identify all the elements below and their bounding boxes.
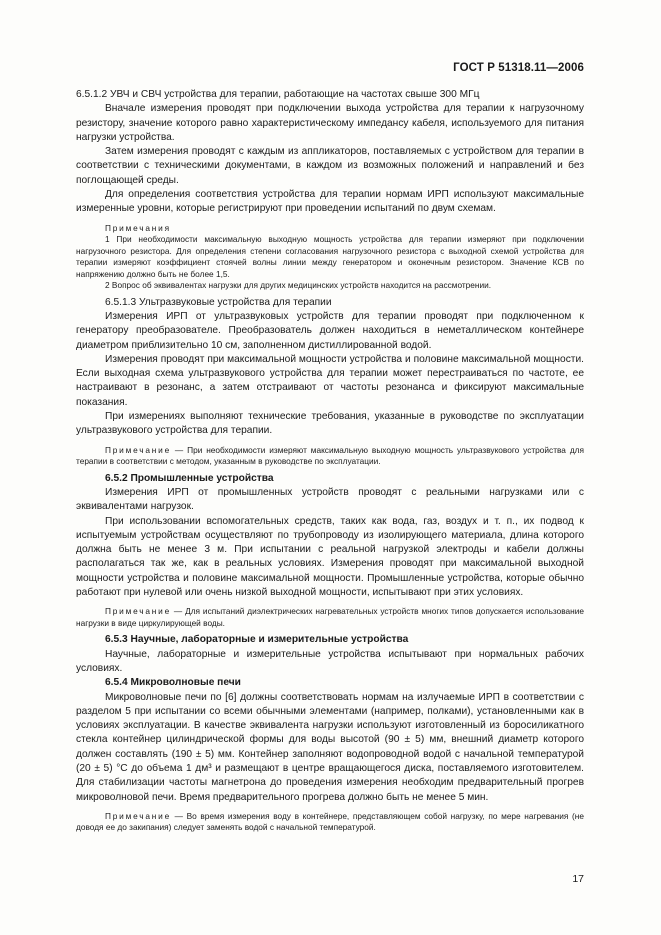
note — [76, 811, 584, 834]
note — [76, 606, 584, 629]
paragraph: Научные, лабораторные и измерительные устройства испытывают при нормальных рабочих условиях. — [76, 648, 584, 674]
note-2: 2 Вопрос об эквивалентах нагрузки для других медицинских устройств находится на рассмотрении. — [105, 280, 492, 291]
note-text: — Во время измерения воду в контейнере, представляющем собой нагрузку, по мере нагревания (не доводя ее до закипания) следует заменять водой с начальной температурой. — [76, 810, 584, 833]
paragraph: Измерения ИРП от ультразвуковых устройств для терапии проводят при подключенном к генератору преобразователе. Преобразователь должен находиться в неметаллическом контейнере диаметром приблизительно 10 см, заполненном дистиллированной водой. — [76, 310, 584, 351]
note-1: 1 При необходимости максимальную выходную мощность устройства для терапии измеряют при подключении нагрузочного резистора. Для определения степени согласования нагрузочного резистора с выходной схемой устройства для терапии измеряют коэффициент стоячей волны линии между генератором и оконечным резистором. Значение КСВ по напряжению должно быть не более 1,5. — [76, 234, 584, 279]
note-text: — Для испытаний диэлектрических нагревательных устройств многих типов допускается использование нагрузки в виде циркулирующей воды. — [76, 606, 584, 628]
notes-heading-text: Примечания — [105, 222, 171, 233]
section-title-6-5-3: 6.5.3 Научные, лабораторные и измерительные устройства — [105, 634, 409, 646]
paragraph: Вначале измерения проводят при подключении выхода устройства для терапии к нагрузочному резистору, значение которого равно характеристическому импедансу кабеля, используемого для питания нагрузки устройства. — [76, 103, 584, 143]
note — [76, 445, 584, 468]
paragraph: Для определения соответствия устройства для терапии нормам ИРП используют максимальные измеренные уровни, которые регистрируют при проведении испытаний по двум схемам. — [76, 189, 584, 215]
section-title-6-5-1-3: 6.5.1.3 Ультразвуковые устройства для терапии — [105, 296, 332, 308]
note-text: — При необходимости измеряют максимальную выходную мощность ультразвукового устройства для терапии в соответствии с методом, указанным в руководстве по эксплуатации. — [76, 444, 584, 467]
section-title-6-5-2: 6.5.2 Промышленные устройства — [105, 472, 274, 484]
section-title-6-5-1-2 — [76, 88, 584, 102]
paragraph: Микроволновые печи по [6] должны соответствовать нормам на излучаемые ИРП в соответствии с разделом 5 при испытании со всеми обычными элементами (например, полками), установленными как в условиях эксплуатации. В качестве эквивалента нагрузки используют изготовленный из боросиликатного стекла контейнер цилиндрической формы для воды высотой (90 ± 5) мм, внешний диаметр которого должен составлять (190 ± 5) мм. Контейнер заполняют водопроводной водой с начальной температурой (20 ± 5) °C до объема 1 дм³ и размещают в центре вращающегося диска, поставляемого изготовителем. Для стабилизации частоты магнетрона до проведения измерения необходим предварительный прогрев микроволновой печи. Время предварительного прогрева должно быть не менее 5 мин. — [76, 691, 584, 803]
paragraph: При измерениях выполняют технические требования, указанные в руководстве по эксплуатации ультразвукового устройства для терапии. — [76, 411, 584, 437]
section-title-text: 6.5.1.2 УВЧ и СВЧ устройства для терапии, работающие на частотах свыше 300 МГц — [76, 89, 480, 100]
paragraph: Измерения ИРП от промышленных устройств проводят с реальными нагрузками или с эквивалентами нагрузок. — [76, 486, 584, 513]
page-number: 17 — [572, 873, 584, 885]
section-title-6-5-4: 6.5.4 Микроволновые печи — [105, 677, 241, 689]
note-label: Примечание — [105, 606, 172, 617]
note-label: Примечание — [105, 810, 172, 821]
document-id: ГОСТ Р 51318.11—2006 — [453, 62, 584, 74]
page-body — [76, 88, 584, 834]
paragraph: Затем измерения проводят с каждым из аппликаторов, поставляемых с устройством для терапии в соответствии с техническими документами, в каждом из возможных положений и направлений и без поглощающей среды. — [76, 146, 584, 186]
notes-heading — [76, 223, 584, 235]
paragraph: При использовании вспомогательных средств, таких как вода, газ, воздух и т. п., их подвод к испытуемым устройствам осуществляют по трубопроводу из изолирующего материала, длина которого должна быть не менее 3 м. При испытании с реальной нагрузкой электроды и кабели должны располагаться так же, как в реальных условиях. Измерения проводят при максимальной выходной мощности устройства и половине максимальной мощности. Промышленные устройства, которые обычно работают при нулевой или очень низкой выходной мощности, испытывают при этих условиях. — [76, 515, 584, 599]
note-label: Примечание — [105, 444, 172, 455]
paragraph: Измерения проводят при максимальной мощности устройства и половине максимальной мощности. Если выходная схема ультразвукового устройства для терапии может перестраиваться по частоте, ее настраивают в резонанс, а затем отстраивают от частоты резонанса и фиксируют максимальные показания. — [76, 353, 584, 408]
